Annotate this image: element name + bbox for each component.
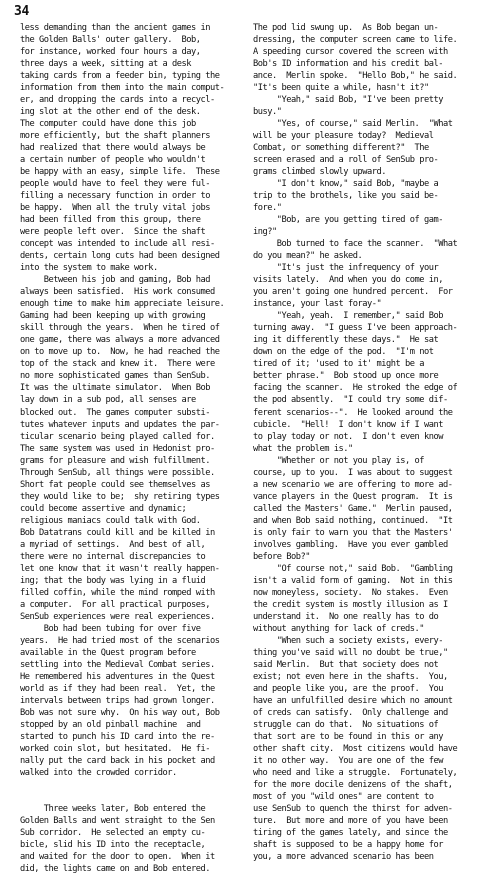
- text-line: let one know that it wasn't really happen-: [20, 563, 220, 574]
- text-line: you aren't going one hundred percent. For: [253, 287, 453, 298]
- text-line: without anything for lack of creds.": [253, 623, 425, 634]
- text-line: "Yeah, yeah. I remember," said Bob: [253, 311, 444, 322]
- text-line: struggle can do that. No situations of: [253, 719, 439, 730]
- text-line: turning away. "I guess I've been approach-: [253, 323, 458, 334]
- text-line: fore.": [253, 203, 282, 214]
- text-line: world as if they had been real. Yet, the: [20, 683, 215, 694]
- text-line: and people like you, are the proof. You: [253, 683, 444, 694]
- text-line: had realized that there would always be: [20, 143, 206, 154]
- text-line: stopped by an old pinball machine and: [20, 719, 201, 730]
- text-line: do you mean?" he asked.: [253, 251, 363, 262]
- text-line: A speeding cursor covered the screen with: [253, 47, 448, 58]
- text-line: bicle, slid his ID into the receptacle,: [20, 840, 206, 851]
- text-line: of creds can satisfy. Only challenge and: [253, 707, 448, 718]
- text-line: facing the scanner. He stroked the edge of: [253, 383, 458, 394]
- text-line: The computer could have done this job: [20, 119, 196, 130]
- text-line: "It's just the infrequency of your: [253, 263, 439, 274]
- text-line: a myriad of settings. And best of all,: [20, 539, 206, 550]
- text-line: Bob was not sure why. On his way out, Bob: [20, 707, 220, 718]
- page-number: 34: [14, 4, 30, 19]
- text-line: did, the lights came on and Bob entered.: [20, 864, 211, 875]
- text-line: tiring of the games lately, and since the: [253, 828, 448, 839]
- text-line: The pod lid swung up. As Bob began un-: [253, 23, 439, 33]
- text-line: "Yeah," said Bob, "I've been pretty: [253, 95, 444, 106]
- text-line: course, up to you. I was about to suggest: [253, 467, 453, 478]
- text-line: people would have to feel they were ful-: [20, 179, 211, 190]
- text-line: a new scenario we are offering to more ad-: [253, 479, 453, 490]
- text-line: grams for pleasure and wish fulfillment.: [20, 455, 211, 466]
- text-line: [20, 779, 239, 791]
- text-line: for the more docile denizens of the shaft,: [253, 779, 453, 790]
- text-line: er, and dropping the cards into a recycl-: [20, 95, 215, 106]
- text-line: understand it. No one really has to do: [253, 611, 439, 622]
- text-line: The same system was used in Hedonist pro-: [20, 443, 215, 454]
- right-text-column: [253, 22, 483, 863]
- text-line: called the Masters' Game." Merlin paused,: [253, 503, 453, 514]
- text-line: It was the ultimate simulator. When Bob: [20, 383, 211, 394]
- text-line: that sort are to be found in this or any: [253, 731, 444, 742]
- text-line: Between his job and gaming, Bob had: [20, 275, 211, 286]
- text-line: is only fair to warn you that the Masters': [253, 527, 453, 538]
- text-line: ing; that the body was lying in a fluid: [20, 575, 206, 586]
- text-line: Combat, or something different?" The: [253, 143, 429, 154]
- text-line: ture. But more and more of you have been: [253, 816, 448, 827]
- text-line: thing you've said will no doubt be true,": [253, 647, 448, 658]
- text-line: worked coin slot, but hesitated. He fi-: [20, 743, 211, 754]
- text-line: now moneyless, society. No stakes. Even: [253, 587, 448, 598]
- text-line: cubicle. "Hell! I don't know if I want: [253, 419, 444, 430]
- text-line: said Merlin. But that society does not: [253, 659, 439, 670]
- text-line: ferent scenarios--". He looked around the: [253, 407, 453, 418]
- text-line: filled coffin, while the mind romped with: [20, 587, 215, 598]
- text-line: on to move up to. Now, he had reached the: [20, 347, 220, 358]
- text-line: "Bob, are you getting tired of gam-: [253, 215, 444, 226]
- text-line: [20, 791, 239, 803]
- text-line: shaft is supposed to be a happy home for: [253, 840, 444, 851]
- text-line: instance, your last foray-": [253, 299, 382, 310]
- text-line: dents, certain long cuts had been designed: [20, 251, 220, 262]
- text-line: nally put the card back in his pocket and: [20, 755, 215, 766]
- text-line: one game, there was always a more advanced: [20, 335, 220, 346]
- text-line: enough time to make him appreciate leisure.: [20, 299, 225, 310]
- text-line: ing it differently these days." He sat: [253, 335, 439, 346]
- text-line: ing slot at the other end of the desk.: [20, 107, 201, 118]
- text-line: "It's been quite a while, hasn't it?": [253, 83, 429, 94]
- text-line: exist; not even here in the shafts. You,: [253, 671, 448, 682]
- text-line: "Of course not," said Bob. "Gambling: [253, 563, 453, 574]
- text-line: top of the stack and knew it. There were: [20, 359, 215, 370]
- text-line: involves gambling. Have you ever gambled: [253, 539, 448, 550]
- text-line: will be your pleasure today? Medieval: [253, 131, 434, 142]
- text-line: ing?": [253, 227, 277, 238]
- text-line: no more sophisticated games than SenSub.: [20, 371, 211, 382]
- text-line: you, a more advanced scenario has been: [253, 852, 434, 863]
- text-line: the pod absently. "I could try some dif-: [253, 395, 448, 406]
- text-line: most of you "wild ones" are content to: [253, 792, 434, 802]
- text-line: "I don't know," said Bob, "maybe a: [253, 179, 439, 190]
- text-line: have an unfulfilled desire which no amount: [253, 695, 453, 706]
- text-line: had been filled from this group, there: [20, 215, 201, 226]
- text-line: Golden Balls and went straight to the Sen: [20, 816, 215, 827]
- text-line: be happy. When all the truly vital jobs: [20, 203, 211, 214]
- text-line: Bob's ID information and his credit bal-: [253, 59, 444, 70]
- text-line: and waited for the door to open. When it: [20, 852, 215, 863]
- text-line: the Golden Balls' outer gallery. Bob,: [20, 35, 201, 46]
- text-line: religious maniacs could talk with God.: [20, 515, 201, 526]
- text-line: who need and like a struggle. Fortunately,: [253, 767, 458, 778]
- text-line: "When such a society exists, every-: [253, 635, 444, 646]
- text-line: for instance, worked four hours a day,: [20, 47, 201, 58]
- text-line: ance. Merlin spoke. "Hello Bob," he said.: [253, 71, 458, 82]
- text-line: isn't a valid form of gaming. Not in this: [253, 575, 453, 586]
- left-text-column: [20, 22, 239, 875]
- text-line: years. He had tried most of the scenarios: [20, 635, 220, 646]
- text-line: ticular scenario being played called for.: [20, 431, 215, 442]
- text-line: settling into the Medieval Combat series.: [20, 659, 215, 670]
- text-line: taking cards from a feeder bin, typing the: [20, 71, 220, 82]
- text-line: "Whether or not you play is, of: [253, 455, 425, 466]
- text-line: they would like to be; shy retiring types: [20, 491, 220, 502]
- text-line: busy.": [253, 107, 282, 118]
- text-line: Bob turned to face the scanner. "What: [253, 239, 458, 250]
- text-line: what the problem is.": [253, 443, 353, 454]
- text-line: skill through the years. When he tired of: [20, 323, 220, 334]
- text-line: grams climbed slowly upward.: [253, 167, 387, 178]
- text-line: screen erased and a roll of SenSub pro-: [253, 155, 439, 166]
- text-line: Gaming had been keeping up with growing: [20, 311, 206, 322]
- text-line: tired of it; 'used to it' might be a: [253, 359, 425, 370]
- text-line: a computer. For all practical purposes,: [20, 599, 211, 610]
- text-line: the credit system is mostly illusion as I: [253, 599, 448, 610]
- text-line: and when Bob said nothing, continued. "It: [253, 515, 453, 526]
- text-line: started to punch his ID card into the re-: [20, 731, 215, 742]
- text-line: Sub corridor. He selected an empty cu-: [20, 828, 206, 839]
- text-line: dressing, the computer screen came to life.: [253, 35, 458, 46]
- text-line: Short fat people could see themselves as: [20, 479, 211, 490]
- text-line: three days a week, sitting at a desk: [20, 59, 192, 70]
- text-line: trip to the brothels, like you said be-: [253, 191, 439, 202]
- text-line: SenSub experiences were real experiences.: [20, 611, 215, 622]
- text-line: Three weeks later, Bob entered the: [20, 804, 206, 815]
- text-line: filling a necessary function in order to: [20, 191, 211, 202]
- text-line: Through SenSub, all things were possible.: [20, 467, 215, 478]
- text-line: He remembered his adventures in the Quest: [20, 671, 215, 682]
- text-line: into the system to make work.: [20, 263, 158, 274]
- text-line: Bob had been tubing for over five: [20, 623, 201, 634]
- text-line: down on the edge of the pod. "I'm not: [253, 347, 434, 358]
- text-line: always been satisfied. His work consumed: [20, 287, 215, 298]
- text-line: concept was intended to include all resi-: [20, 239, 215, 250]
- text-line: it no other way. You are one of the few: [253, 755, 444, 766]
- text-line: to play today or not. I don't even know: [253, 431, 444, 442]
- text-line: visits lately. And when you do come in,: [253, 275, 444, 286]
- text-line: were people left over. Since the shaft: [20, 227, 206, 238]
- text-line: be happy with an easy, simple life. These: [20, 167, 220, 178]
- text-line: blocked out. The games computer substi-: [20, 407, 211, 418]
- text-line: other shaft city. Most citizens would have: [253, 743, 458, 754]
- text-line: there were no internal discrepancies to: [20, 551, 206, 562]
- text-line: a certain number of people who wouldn't: [20, 155, 206, 166]
- text-line: vance players in the Quest program. It is: [253, 491, 453, 502]
- text-line: information from them into the main comput-: [20, 83, 225, 94]
- text-line: Bob Datatrans could kill and be killed in: [20, 527, 215, 538]
- text-line: before Bob?": [253, 551, 311, 562]
- text-line: use SenSub to quench the thirst for adven-: [253, 804, 453, 815]
- text-line: tutes whatever inputs and updates the par-: [20, 419, 220, 430]
- text-line: walked into the crowded corridor.: [20, 767, 177, 778]
- text-line: "Yes, of course," said Merlin. "What: [253, 119, 453, 130]
- text-line: less demanding than the ancient games in: [20, 23, 211, 33]
- text-line: could become assertive and dynamic;: [20, 503, 187, 514]
- text-line: more efficiently, but the shaft planners: [20, 131, 211, 142]
- text-line: available in the Quest program before: [20, 647, 196, 658]
- text-line: better phrase." Bob stood up once more: [253, 371, 439, 382]
- text-line: lay down in a sub pod, all senses are: [20, 395, 196, 406]
- text-line: intervals between trips had grown longer.: [20, 695, 215, 706]
